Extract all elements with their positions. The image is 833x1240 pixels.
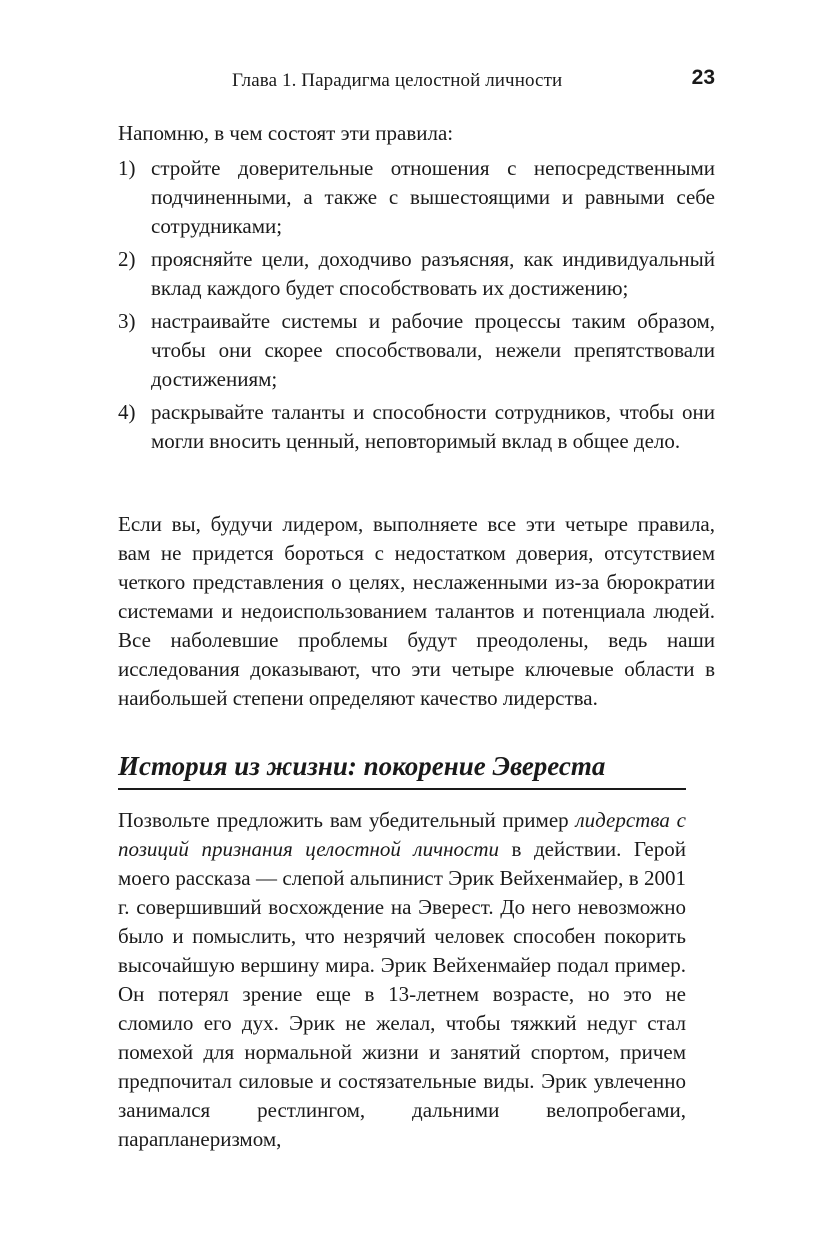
list-item xyxy=(118,307,715,394)
story-paragraph-block xyxy=(118,806,686,1154)
rule-number: 3) xyxy=(118,309,136,333)
rules-list xyxy=(118,154,715,460)
story-paragraph xyxy=(118,806,686,1154)
leaders-paragraph: Если вы, будучи лидером, выполняете все эти четыре правила, вам не придется бороться с недостатком доверия, отсутствием четкого представления о целях, неслаженными из-за бюрократии системами и недоиспользованием талантов и потенциала людей. Все наболевшие проблемы будут преодолены, ведь наши исследования доказывают, что эти четыре ключевые области в наибольшей степени определяют качество лидерства. xyxy=(118,512,715,710)
story-emphasis: лидерства с позиций признания целостной личности xyxy=(118,808,686,861)
list-item xyxy=(118,154,715,241)
rule-text: раскрывайте таланты и способности сотрудников, чтобы они могли вносить ценный, неповторимый вклад в общее дело. xyxy=(151,400,715,453)
section-heading: История из жизни: покорение Эвереста xyxy=(118,748,686,790)
rule-text: проясняйте цели, доходчиво разъясняя, как индивидуальный вклад каждого будет способствовать их достижению; xyxy=(151,247,715,300)
page-number: 23 xyxy=(691,66,715,89)
rule-number: 1) xyxy=(118,156,136,180)
leaders-paragraph-block xyxy=(118,510,715,713)
running-head: Глава 1. Парадигма целостной личности xyxy=(232,70,563,91)
rule-text: стройте доверительные отношения с непосредственными подчиненными, а также с вышестоящими и равными себе сотрудниками; xyxy=(151,156,715,238)
story-rest: в действии. Герой моего рассказа — слепой альпинист Эрик Вейхенмайер, в 2001 г. совершивший восхождение на Эверест. До него невозможно было и помыслить, что незрячий человек способен покорить высочайшую вершину мира. Эрик Вейхенмайер подал пример. Он потерял зрение еще в 13-летнем возрасте, но это не сломило его дух. Эрик не желал, чтобы тяжкий недуг стал помехой для нормальной жизни и занятий спортом, причем предпочитал силовые и состязательные виды. Эрик увлеченно занимался рестлингом, дальними велопробегами, парапланеризмом, xyxy=(118,837,686,1151)
intro-paragraph: Напомню, в чем состоят эти правила: xyxy=(118,121,454,145)
rule-number: 2) xyxy=(118,247,136,271)
list-item xyxy=(118,245,715,303)
list-item xyxy=(118,398,715,456)
story-lead: Позвольте предложить вам убедительный пример xyxy=(118,808,576,832)
rule-text: настраивайте системы и рабочие процессы таким образом, чтобы они скорее способствовали, нежели препятствовали достижениям; xyxy=(151,309,715,391)
rule-number: 4) xyxy=(118,400,136,424)
